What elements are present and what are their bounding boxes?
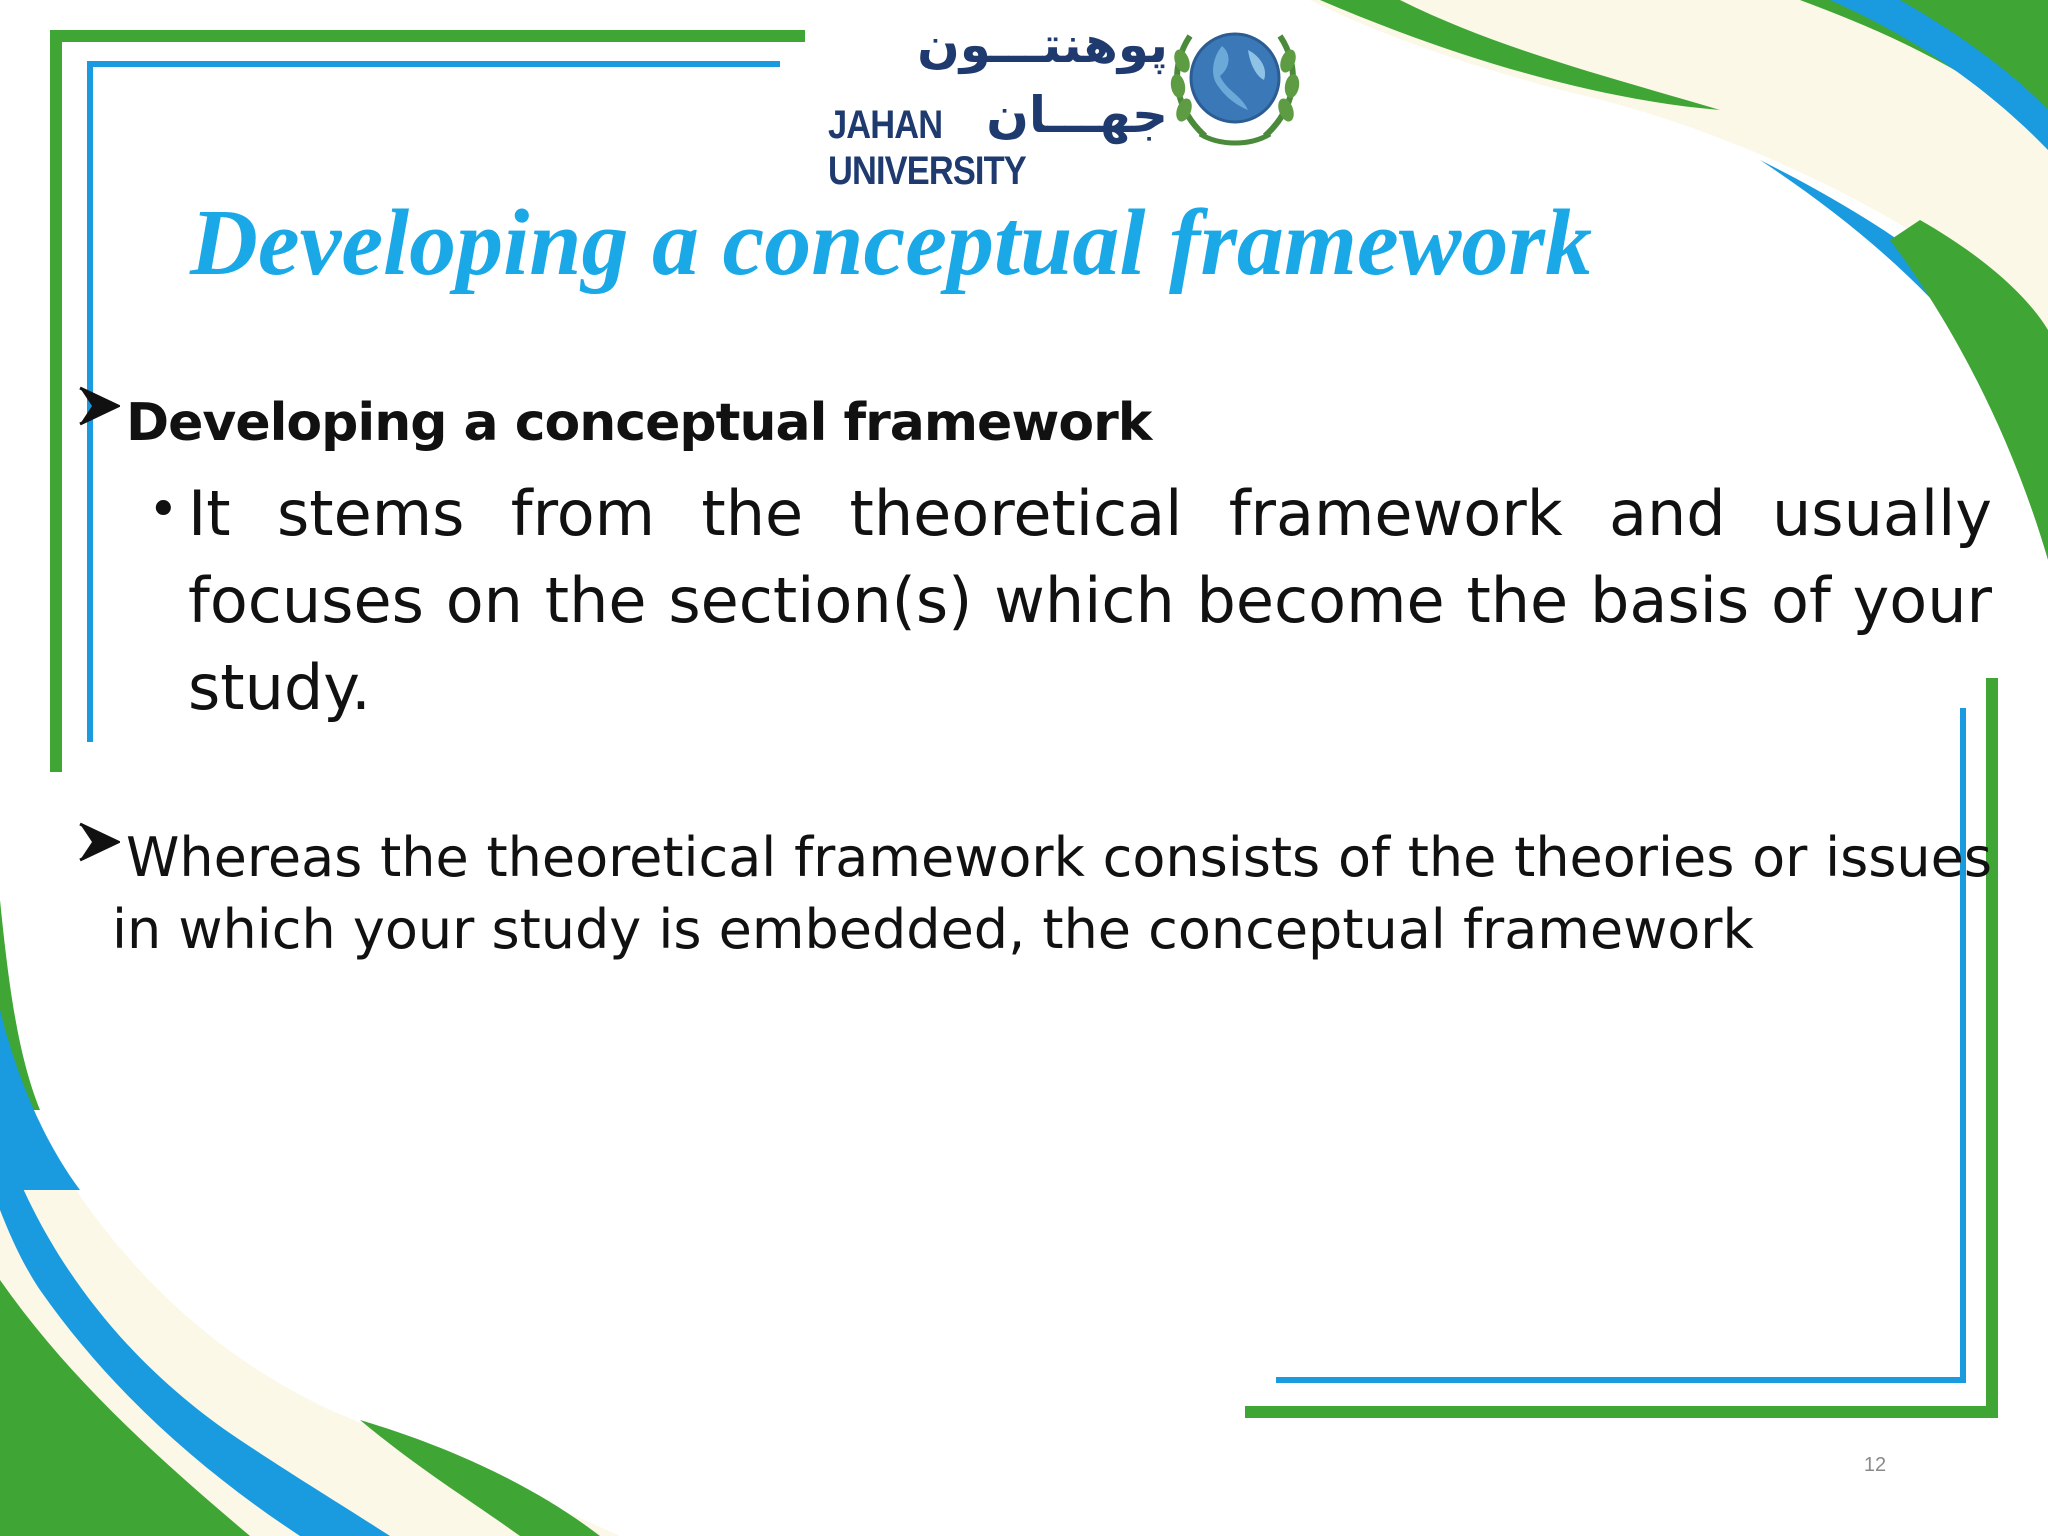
university-logo [820,6,1300,193]
slide-title: Developing a conceptual framework [190,191,1593,295]
bullet-text: It stems from the theoretical framework and usually focuses on the section(s) which become the basis of your study. [188,477,1992,724]
arrowhead-icon [78,384,120,426]
section-heading: Developing a conceptual framework [126,393,1152,453]
page-number: 12 [1863,1454,1887,1476]
logo-english-text: JAHAN UNIVERSITY [828,103,1026,193]
bullet-dot-icon: • [148,480,179,540]
frame-br-green [1245,678,1992,1412]
body-paragraph: Whereas the theoretical framework consists of the theories or issues in which your study is embedded, the conceptual framework [112,826,1992,961]
globe-laurel-emblem-icon [1160,6,1310,156]
frame-br-blue [1276,708,1963,1380]
logo-urdu-text: پوهنتـــون جهـــان [917,16,1168,144]
